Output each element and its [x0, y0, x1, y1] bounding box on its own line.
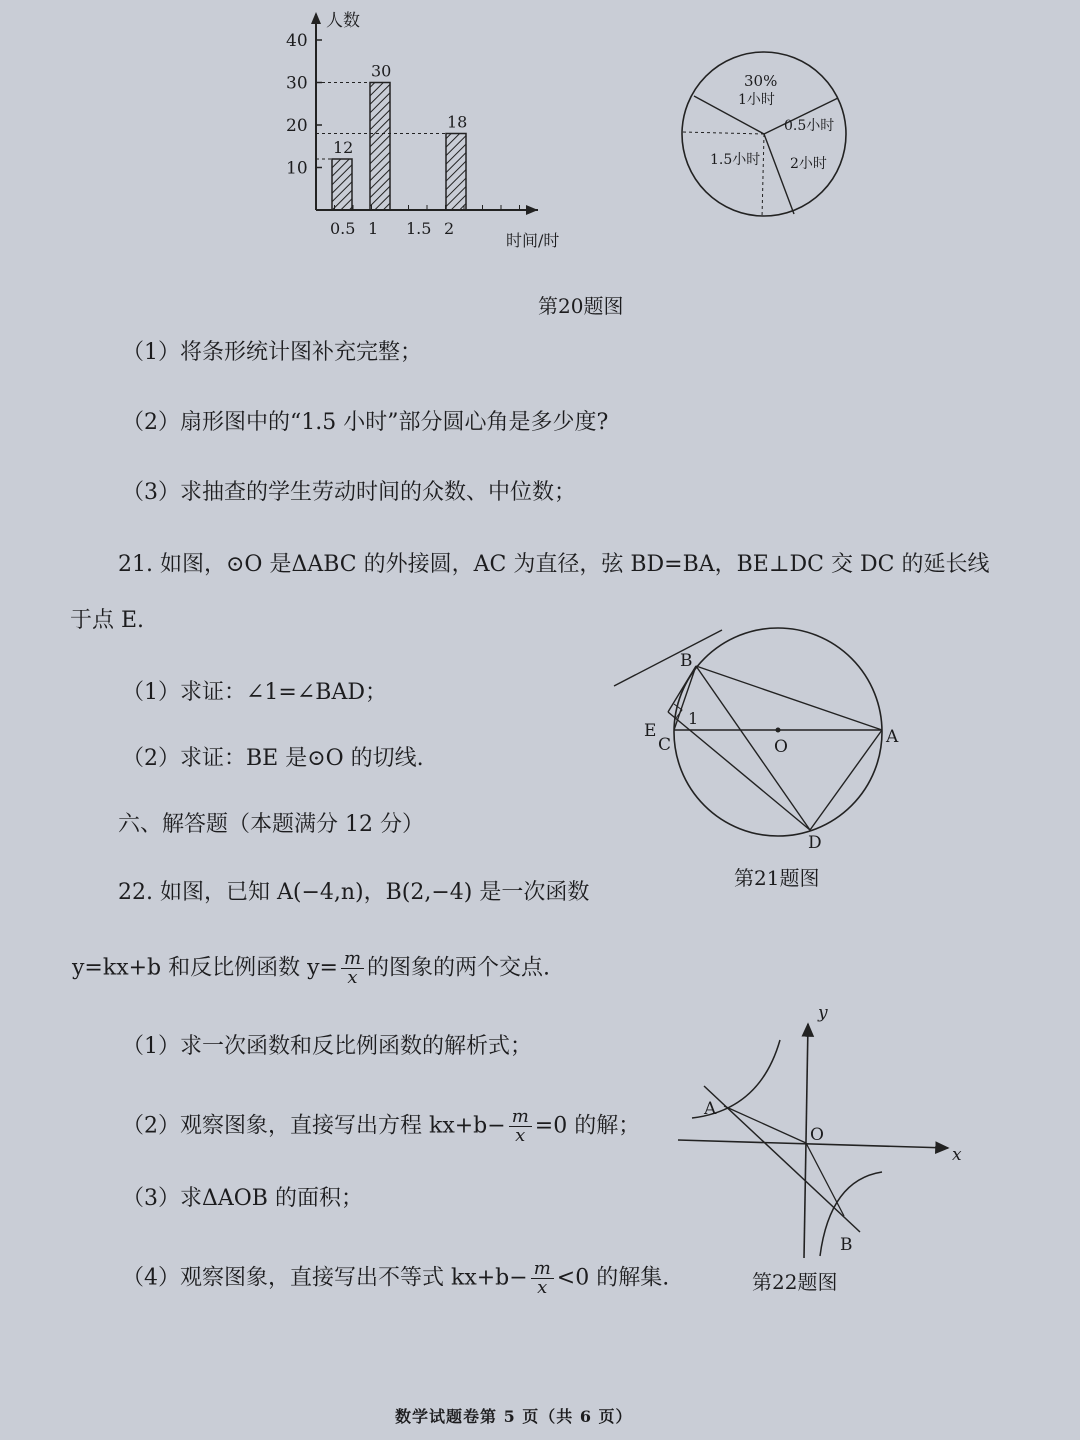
q22-part3: （3）求ΔAOB 的面积； [122, 1186, 363, 1211]
q22-part4 [122, 1260, 669, 1297]
page-footer: 数学试题卷第 5 页（共 6 页） [395, 1407, 633, 1426]
fig22-label-y: y [818, 1003, 828, 1023]
fraction-m-over-x: $\frac{m}{x}$ [509, 1108, 532, 1145]
pie-percent-label: 30% [744, 72, 778, 90]
q20-part2: （2）扇形图中的“1.5 小时”部分圆心角是多少度? [122, 410, 609, 435]
bar [446, 134, 466, 211]
q21-stem-line1: 21. 如图，⊙O 是ΔABC 的外接圆，AC 为直径，弦 BD=BA，BE⊥DC 交 DC 的延长线 [118, 552, 990, 577]
q22-part1: （1）求一次函数和反比例函数的解析式； [122, 1034, 532, 1059]
fig21-label-o: O [774, 737, 788, 757]
pie-label-0-5h: 0.5小时 [784, 118, 835, 134]
q21-part1: （1）求证：∠1=∠BAD； [122, 680, 387, 705]
fig22-graph [670, 1000, 970, 1260]
q21-stem-line2: 于点 E. [70, 608, 145, 633]
bar [332, 159, 352, 210]
fig22-caption: 第22题图 [752, 1270, 838, 1294]
y-axis-arrow [311, 12, 321, 24]
x-tick-label: 1.5 [406, 219, 432, 238]
y-tick-label: 40 [286, 31, 308, 51]
q22-part4-pre: （4）观察图象，直接写出不等式 kx+b− [122, 1265, 528, 1291]
x-tick-label: 1 [368, 219, 379, 238]
pie-label-2h: 2小时 [790, 156, 827, 172]
q20-part1: （1）将条形统计图补充完整； [122, 340, 422, 365]
fig20-caption: 第20题图 [538, 294, 624, 318]
fraction-m-over-x: $\frac{m}{x}$ [341, 950, 364, 987]
fig21-label-a: A [886, 727, 899, 747]
q22-part2-pre: （2）观察图象，直接写出方程 kx+b− [122, 1113, 506, 1139]
fig22-label-a: A [704, 1099, 717, 1119]
fig21-label-b: B [680, 651, 693, 671]
q20-part3: （3）求抽查的学生劳动时间的众数、中位数； [122, 480, 576, 505]
fig21-label-1: 1 [688, 709, 699, 728]
fig21-diagram [610, 620, 910, 860]
fig21-label-d: D [808, 833, 822, 853]
q22-part2 [122, 1108, 640, 1145]
pie-label-1h: 1小时 [738, 92, 775, 108]
x-axis-label: 时间/时 [506, 231, 560, 250]
x-axis-arrow [526, 205, 538, 215]
q22-stem-line1: 22. 如图，已知 A(−4,n)，B(2,−4) 是一次函数 [118, 880, 590, 905]
q22-line2-post: 的图象的两个交点. [367, 955, 551, 981]
bar-value-label: 18 [447, 112, 468, 132]
section-6-heading: 六、解答题（本题满分 12 分） [118, 812, 424, 837]
y-tick-label: 30 [286, 73, 308, 94]
q22-part2-post: =0 的解； [534, 1113, 641, 1139]
y-tick-label: 10 [286, 158, 308, 179]
y-axis-label: 人数 [326, 11, 360, 31]
q22-stem-line2 [72, 950, 550, 987]
fig21-label-c: C [658, 735, 672, 755]
q21-part2: （2）求证：BE 是⊙O 的切线. [122, 746, 424, 771]
fraction-m-over-x: $\frac{m}{x}$ [531, 1260, 554, 1297]
fig22-label-x: x [952, 1145, 962, 1165]
pie-label-1-5h: 1.5小时 [710, 152, 761, 168]
bar-value-label: 12 [333, 138, 354, 157]
y-tick-label: 20 [286, 116, 308, 136]
x-tick-label: 2 [444, 219, 455, 238]
q22-part4-post: <0 的解集. [556, 1265, 670, 1291]
fig21-label-e: E [644, 721, 657, 741]
q22-line2-pre: y=kx+b 和反比例函数 y= [72, 955, 338, 981]
bar-value-label: 30 [371, 61, 392, 81]
bar-chart [270, 0, 570, 260]
pie-chart [676, 46, 856, 226]
fig21-caption: 第21题图 [734, 866, 820, 890]
bar [370, 83, 390, 211]
fig22-label-b: B [840, 1235, 853, 1255]
x-tick-label: 0.5 [330, 219, 356, 238]
fig22-label-o: O [810, 1125, 824, 1145]
